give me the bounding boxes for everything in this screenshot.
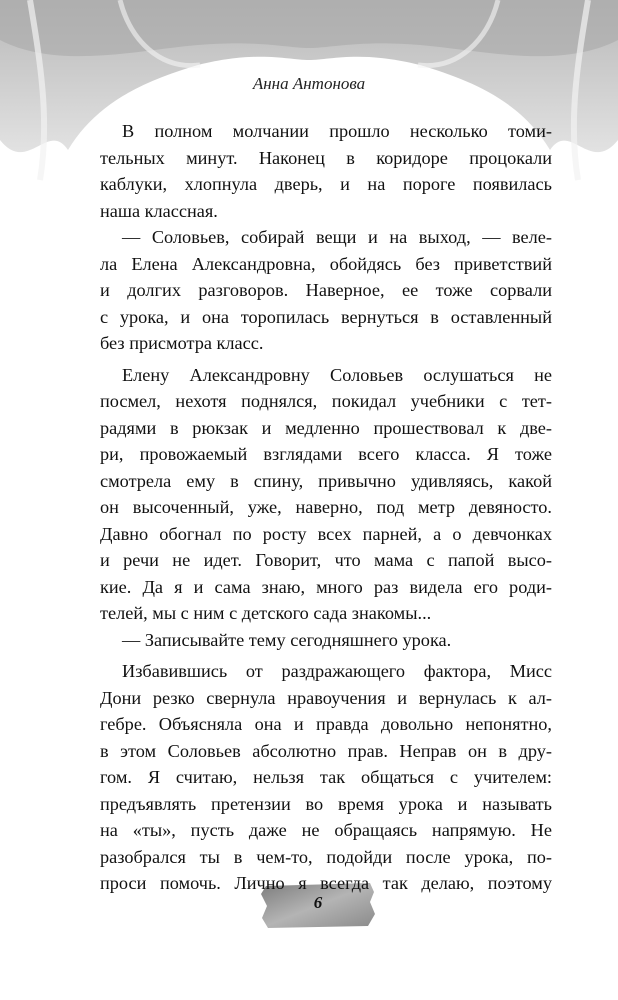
running-header-author: Анна Антонова <box>252 74 366 93</box>
body-text <box>100 118 552 897</box>
text-line: телей, мы с ним с детского сада знакомы... <box>100 603 432 623</box>
text-line: гом. Я считаю, нельзя так общаться с учителем: <box>100 767 552 787</box>
page-number: 6 <box>313 893 323 912</box>
text-line: он высоченный, уже, наверно, под метр девяносто. <box>100 497 552 517</box>
text-line: и речи не идет. Говорит, что мама с папой высо- <box>100 550 552 570</box>
text-line: тельных минут. Наконец в коридоре процокали <box>100 147 552 168</box>
text-line: Давно обогнал по росту всех парней, а о девчонках <box>100 523 552 544</box>
text-line: посмел, нехотя поднялся, покидал учебники с тет- <box>100 391 552 411</box>
text-line: на «ты», пусть даже не обращаясь напрямую. Не <box>100 820 552 840</box>
text-line: — Записывайте тему сегодняшнего урока. <box>122 629 452 650</box>
text-line: — Соловьев, собирай вещи и на выход, — веле- <box>122 227 552 247</box>
text-line: радями в рюкзак и медленно прошествовал к две- <box>100 417 552 438</box>
text-line: каблуки, хлопнула дверь, и на пороге появилась <box>100 174 552 194</box>
text-line: В полном молчании прошло несколько томи- <box>122 121 552 141</box>
text-line: ри, провожаемый взглядами всего класса. Я тоже <box>100 444 552 464</box>
text-line: Избавившись от раздражающего фактора, Мисс <box>122 661 552 681</box>
text-line: в этом Соловьев абсолютно прав. Неправ он в дру- <box>100 740 552 761</box>
text-line: ла Елена Александровна, обойдясь без приветствий <box>100 253 552 274</box>
text-line: смотрела ему в спину, привычно удивляясь, какой <box>100 470 552 491</box>
text-line: и долгих разговоров. Наверное, ее тоже сорвали <box>100 280 552 300</box>
text-line: предъявлять претензии во время урока и называть <box>100 793 552 814</box>
text-line: гебре. Объясняла она и правда довольно непонятно, <box>100 714 552 734</box>
text-line: с урока, и она торопилась вернуться в оставленный <box>100 306 552 327</box>
text-line: разобрался ты в чем-то, подойди после урока, по- <box>100 846 552 867</box>
text-line: без присмотра класс. <box>100 333 264 353</box>
text-line: наша классная. <box>100 200 218 221</box>
text-line: Елену Александровну Соловьев ослушаться не <box>122 364 552 385</box>
text-line: кие. Да я и сама знаю, много раз видела его роди- <box>100 576 552 597</box>
text-line: проси помочь. Лично я всегда так делаю, поэтому <box>100 873 552 893</box>
text-line: Дони резко свернула нравоучения и вернулась к ал- <box>100 687 552 708</box>
